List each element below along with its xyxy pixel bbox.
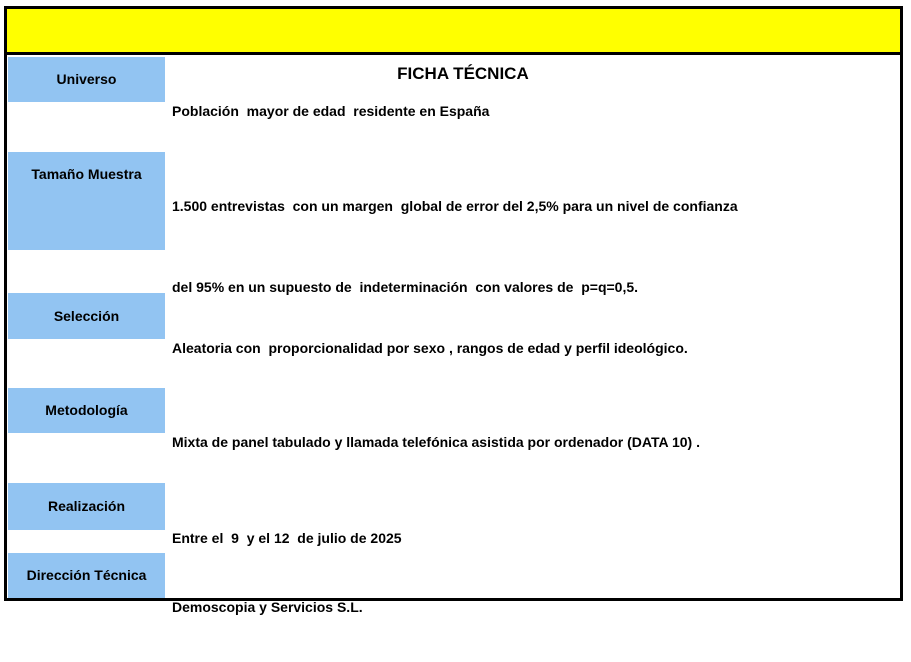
page-title: FICHA TÉCNICA xyxy=(397,64,529,83)
row-label-tamano-muestra: Tamaño Muestra xyxy=(8,152,165,250)
row-value-line: Mixta de panel tabulado y llamada telefónica asistida por ordenador (DATA 10) . xyxy=(172,434,700,450)
row-label-metodologia: Metodología xyxy=(8,388,165,433)
row-value-line: Aleatoria con proporcionalidad por sexo , rangos de edad y perfil ideológico. xyxy=(172,340,688,356)
row-label-direccion-tecnica: Dirección Técnica xyxy=(8,553,165,598)
row-value-metodologia xyxy=(172,388,894,497)
ficha-tecnica-table xyxy=(4,6,903,615)
row-label-seleccion: Selección xyxy=(8,293,165,339)
row-label-universo: Universo xyxy=(8,57,165,102)
row-value-direccion-tecnica xyxy=(172,553,894,662)
row-value-seleccion xyxy=(172,293,894,403)
row-value-line: del 95% en un supuesto de indeterminación con valores de p=q=0,5. xyxy=(172,279,639,295)
row-value-line: Demoscopia y Servicios S.L. xyxy=(172,599,363,615)
row-value-line: 1.500 entrevistas con un margen global de error del 2,5% para un nivel de confianza xyxy=(172,198,738,214)
row-value-universo xyxy=(172,57,894,166)
row-label-realizacion: Realización xyxy=(8,483,165,530)
row-value-line: Entre el 9 y el 12 de julio de 2025 xyxy=(172,530,402,546)
row-value-line: Población mayor de edad residente en España xyxy=(172,103,490,119)
